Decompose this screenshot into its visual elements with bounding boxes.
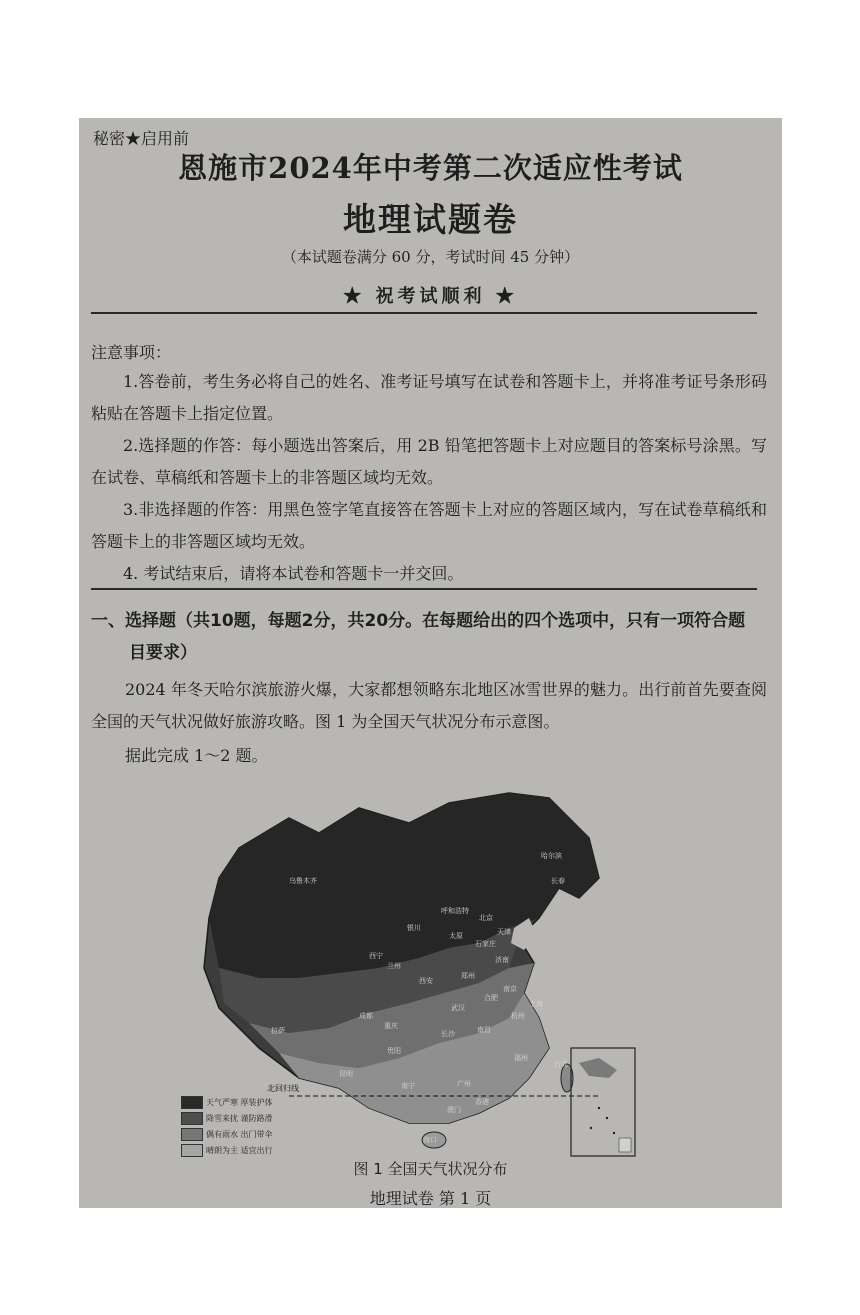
city-label: 重庆	[384, 1022, 398, 1030]
city-label: 银川	[407, 924, 421, 932]
exam-page	[79, 118, 782, 1208]
notice-item-4: 4. 考试结束后，请将本试卷和答题卡一并交回。	[123, 564, 464, 583]
figure-caption: 图 1 全国天气状况分布	[353, 1160, 508, 1178]
city-label: 杭州	[511, 1012, 525, 1020]
notice-heading: 注意事项：	[91, 343, 172, 362]
city-label: 香港	[475, 1098, 489, 1106]
city-label: 南京	[503, 985, 517, 993]
question-intro: 2024 年冬天哈尔滨旅游火爆，大家都想领略东北地区冰雪世界的魅力。出行前首先要查阅全国的天气状况做好旅游攻略。图 1 为全国天气状况分布示意图。	[91, 680, 767, 731]
city-label: 成都	[359, 1012, 373, 1020]
city-label: 呼和浩特	[441, 907, 469, 915]
question-instruction: 据此完成 1～2 题。	[125, 746, 268, 765]
city-label: 澳门	[447, 1106, 461, 1114]
city-label: 西宁	[369, 952, 383, 960]
notice-item-1: 1.答卷前，考生务必将自己的姓名、准考证号填写在试卷和答题卡上，并将准考证号条形码粘贴在答题卡上指定位置。	[91, 372, 767, 423]
city-label: 昆明	[339, 1070, 353, 1078]
legend-swatch-4	[181, 1144, 203, 1157]
legend-swatch-1	[181, 1096, 203, 1109]
section-heading: 一、选择题（共10题，每题2分，共20分。在每题给出的四个选项中，只有一项符合题	[91, 611, 746, 631]
city-label: 乌鲁木齐	[289, 877, 317, 885]
city-label: 合肥	[484, 994, 498, 1002]
city-label: 海口	[423, 1136, 437, 1144]
exam-title: 恩施市2024年中考第二次适应性考试	[178, 151, 683, 185]
city-label: 郑州	[461, 972, 475, 980]
good-luck-banner: ★ 祝考试顺利 ★	[343, 286, 518, 307]
city-label: 哈尔滨	[541, 852, 562, 860]
city-label: 济南	[495, 956, 509, 964]
city-label: 福州	[514, 1054, 528, 1062]
city-label: 广州	[457, 1080, 471, 1088]
city-label: 石家庄	[475, 940, 496, 948]
city-label: 太原	[449, 932, 463, 940]
city-label: 上海	[529, 1000, 543, 1008]
section-heading-cont: 目要求）	[129, 643, 197, 663]
city-label: 南宁	[401, 1082, 415, 1090]
legend-label-4: 晴朗为主 适宜出行	[206, 1146, 273, 1155]
legend-swatch-2	[181, 1112, 203, 1125]
map-legend	[181, 1096, 301, 1166]
city-label: 兰州	[387, 962, 401, 970]
legend-label-2: 降雪来扰 谨防路滑	[206, 1114, 273, 1123]
exam-info: （本试题卷满分 60 分，考试时间 45 分钟）	[281, 248, 580, 266]
notice-item-3: 3.非选择题的作答：用黑色签字笔直接答在答题卡上对应的答题区域内，写在试卷草稿纸和答题卡上的非答题区域均无效。	[91, 500, 767, 551]
divider-top	[91, 312, 757, 314]
china-weather-map	[179, 778, 639, 1178]
city-label: 贵阳	[387, 1047, 401, 1055]
city-label: 南昌	[477, 1026, 491, 1034]
legend-label-1: 天气严寒 厚装护体	[206, 1098, 273, 1107]
tropic-label: 北回归线	[267, 1084, 299, 1093]
city-label: 长春	[551, 877, 565, 885]
notice-item-2: 2.选择题的作答：每小题选出答案后，用 2B 铅笔把答题卡上对应题目的答案标号涂黑。写在试卷、草稿纸和答题卡上的非答题区域均无效。	[91, 436, 767, 487]
city-label: 拉萨	[271, 1027, 285, 1035]
subject-title: 地理试题卷	[343, 200, 518, 239]
legend-swatch-3	[181, 1128, 203, 1141]
city-label: 北京	[479, 914, 493, 922]
city-label: 长沙	[441, 1030, 455, 1038]
city-label: 西安	[419, 977, 433, 985]
page-footer: 地理试卷 第 1 页	[369, 1189, 492, 1208]
divider-bottom	[91, 588, 757, 590]
city-label: 台北	[554, 1060, 568, 1068]
secret-label: 秘密★启用前	[93, 129, 190, 148]
city-label: 武汉	[451, 1004, 465, 1012]
legend-label-3: 偶有雨水 出门带伞	[206, 1130, 273, 1139]
city-label: 天津	[497, 928, 511, 936]
